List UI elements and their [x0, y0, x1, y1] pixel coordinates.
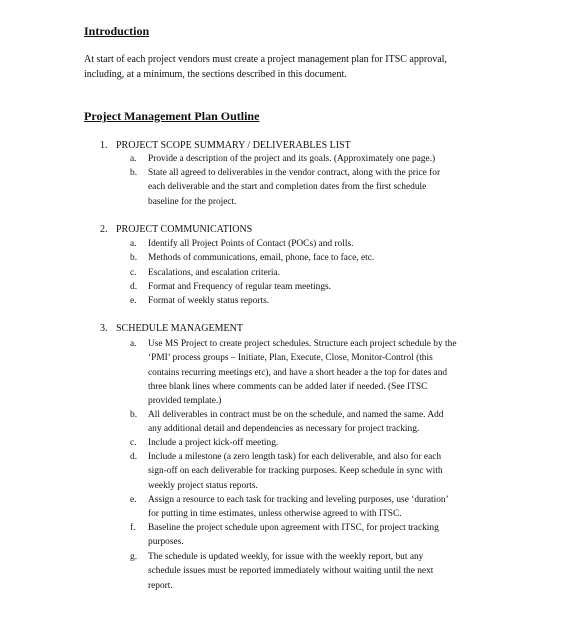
section-number: 2. — [100, 224, 108, 235]
item-letter: b. — [130, 253, 138, 263]
item-letter: d. — [130, 282, 138, 292]
outline-heading: Project Management Plan Outline — [84, 109, 260, 123]
item-line: baseline for the project. — [148, 196, 237, 207]
item-letter: b. — [130, 168, 138, 178]
item-line: schedule issues must be reported immediately without waiting until the next — [148, 566, 434, 577]
item-letter: e. — [130, 296, 137, 306]
item-line: Format and Frequency of regular team meetings. — [148, 282, 332, 292]
item-line: Include a project kick-off meeting. — [148, 438, 279, 448]
section-title-text: SCHEDULE MANAGEMENT — [116, 323, 243, 334]
item-letter: f. — [130, 523, 136, 533]
item-letter: a. — [130, 154, 137, 164]
item-line: each deliverable and the start and completion dates from the first schedule — [148, 182, 427, 193]
section-2-title — [100, 223, 252, 236]
item-line: purposes. — [148, 537, 184, 548]
item-line: The schedule is updated weekly, for issue with the weekly report, but any — [148, 552, 424, 562]
item-line: Format of weekly status reports. — [148, 296, 270, 306]
item-line: Use MS Project to create project schedules. Structure each project schedule by the — [148, 339, 457, 349]
item-letter: a. — [130, 339, 137, 349]
item-line: report. — [148, 580, 173, 591]
section-title-text: PROJECT COMMUNICATIONS — [116, 224, 253, 235]
section-number: 3. — [100, 323, 108, 334]
item-line: any additional detail and dependencies as necessary for project tracking. — [148, 424, 420, 435]
item-line: weekly project status reports. — [148, 480, 258, 491]
item-line: Baseline the project schedule upon agreement with ITSC, for project tracking — [148, 523, 439, 533]
item-line: Assign a resource to each task for tracking and leveling purposes, use ‘duration’ — [148, 495, 449, 505]
item-line: State all agreed to deliverables in the vendor contract, along with the price for — [148, 168, 441, 178]
item-letter: e. — [130, 495, 137, 505]
item-line: Methods of communications, email, phone, face to face, etc. — [148, 253, 375, 263]
item-line: sign-off on each deliverable for tracking purposes. Keep schedule in sync with — [148, 466, 443, 477]
item-letter: b. — [130, 410, 138, 420]
item-letter: g. — [130, 552, 138, 562]
item-letter: a. — [130, 239, 137, 249]
item-letter: d. — [130, 452, 138, 462]
introduction-heading: Introduction — [84, 24, 150, 38]
item-line: ‘PMI’ process groups – Initiate, Plan, Execute, Close, Monitor-Control (this — [148, 353, 433, 364]
section-title-text: PROJECT SCOPE SUMMARY / DELIVERABLES LIST — [116, 140, 351, 151]
item-line: All deliverables in contract must be on the schedule, and named the same. Add — [148, 410, 444, 420]
item-line: Escalations, and escalation criteria. — [148, 268, 280, 278]
section-1-title — [100, 139, 351, 152]
item-line: Provide a description of the project and its goals. (Approximately one page.) — [148, 154, 436, 164]
intro-line: including, at a minimum, the sections described in this document. — [84, 68, 347, 80]
item-letter: c. — [130, 268, 137, 278]
item-line: for putting in time estimates, unless otherwise agreed to with ITSC. — [148, 509, 402, 520]
item-letter: c. — [130, 438, 137, 448]
item-line: three blank lines where comments can be added later if needed. (See ITSC — [148, 381, 428, 392]
section-number: 1. — [100, 140, 108, 151]
item-line: Include a milestone (a zero length task) for each deliverable, and also for each — [148, 452, 442, 462]
item-line: provided template.) — [148, 396, 222, 407]
item-line: contains recurring meetings etc), and have a short header a the top for dates and — [148, 367, 448, 378]
item-line: Identify all Project Points of Contact (POCs) and rolls. — [148, 239, 354, 249]
section-3-title — [100, 322, 243, 335]
intro-line: At start of each project vendors must create a project management plan for ITSC approval, — [84, 54, 447, 65]
introduction-paragraph — [84, 53, 524, 82]
